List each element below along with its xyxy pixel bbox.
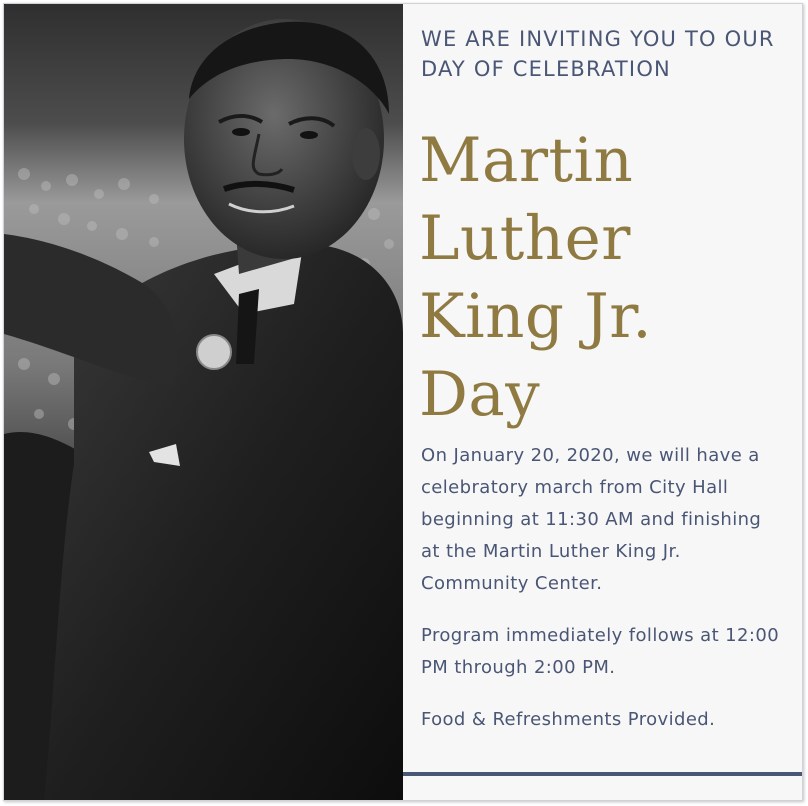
event-description: On January 20, 2020, we will have a celebratory march from City Hall beginning at 11:30 AM and finishing at the Martin Luther King Jr. Community Center. — [421, 445, 762, 594]
event-details — [421, 440, 781, 756]
invitation-panel — [403, 4, 802, 800]
invitation-card — [3, 3, 803, 801]
portrait-photo — [4, 4, 403, 800]
event-title: Martin Luther King Jr. Day — [419, 125, 653, 430]
invitation-intro: WE ARE INVITING YOU TO OUR DAY OF CELEBRATION — [421, 27, 775, 81]
refreshments-note: Food & Refreshments Provided. — [421, 709, 716, 730]
bottom-divider — [403, 772, 802, 776]
program-schedule: Program immediately follows at 12:00 PM through 2:00 PM. — [421, 625, 780, 678]
